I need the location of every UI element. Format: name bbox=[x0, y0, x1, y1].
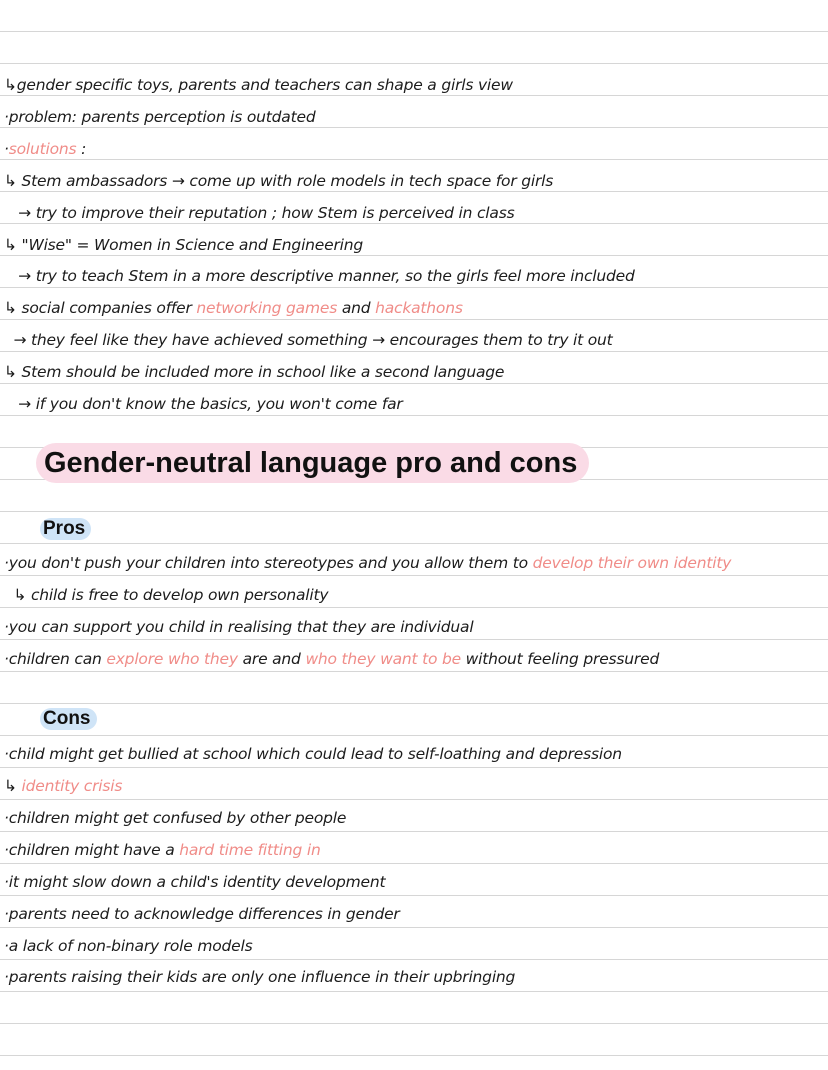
bullet-marker: · bbox=[4, 937, 9, 955]
note-text: and bbox=[337, 299, 376, 317]
note-text: problem: parents perception is outdated bbox=[8, 108, 316, 126]
note-line bbox=[4, 203, 514, 223]
note-line bbox=[4, 235, 363, 255]
cons-line bbox=[4, 936, 252, 956]
note-text: Stem ambassadors → come up with role models in tech space for girls bbox=[21, 172, 554, 190]
note-line bbox=[4, 107, 315, 127]
note-line bbox=[4, 362, 504, 382]
highlighted-text: solutions bbox=[8, 140, 77, 158]
note-text: "Wise" = Women in Science and Engineering bbox=[21, 236, 364, 254]
note-text: you can support you child in realising that they are individual bbox=[8, 618, 474, 636]
highlighted-text: hackathons bbox=[375, 299, 463, 317]
heading-highlight bbox=[36, 443, 589, 483]
bullet-marker: ↳ bbox=[4, 363, 22, 381]
note-text: a lack of non-binary role models bbox=[8, 937, 253, 955]
pros-highlight bbox=[40, 518, 91, 540]
note-text: try to teach Stem in a more descriptive manner, so the girls feel more included bbox=[35, 267, 635, 285]
note-text: they feel like they have achieved something → encourages them to try it out bbox=[30, 331, 613, 349]
bullet-marker: → bbox=[4, 204, 36, 222]
bullet-marker: · bbox=[4, 873, 9, 891]
pros-heading: Pros bbox=[43, 518, 86, 539]
note-text: without feeling pressured bbox=[460, 650, 660, 668]
bullet-marker: · bbox=[4, 618, 9, 636]
cons-line bbox=[4, 840, 321, 860]
note-text: it might slow down a child's identity development bbox=[8, 873, 386, 891]
highlighted-text: identity crisis bbox=[21, 777, 123, 795]
note-line bbox=[4, 266, 635, 286]
note-line bbox=[4, 330, 613, 350]
note-text: Stem should be included more in school like a second language bbox=[21, 363, 505, 381]
pros-line bbox=[4, 585, 328, 605]
note-line bbox=[4, 171, 553, 191]
bullet-marker: · bbox=[4, 108, 9, 126]
note-line bbox=[4, 394, 403, 414]
note-text: child is free to develop own personality bbox=[30, 586, 329, 604]
highlighted-text: who they want to be bbox=[305, 650, 461, 668]
note-text: children can bbox=[8, 650, 107, 668]
note-text: if you don't know the basics, you won't come far bbox=[35, 395, 403, 413]
bullet-marker: → bbox=[4, 267, 36, 285]
note-text: children might get confused by other people bbox=[8, 809, 347, 827]
note-text: parents need to acknowledge differences in gender bbox=[8, 905, 400, 923]
note-text: try to improve their reputation ; how Stem is perceived in class bbox=[35, 204, 515, 222]
note-text: social companies offer bbox=[21, 299, 197, 317]
cons-line bbox=[4, 967, 515, 987]
bullet-marker: ↳ bbox=[4, 299, 22, 317]
bullet-marker: ↳ bbox=[4, 236, 22, 254]
pros-line bbox=[4, 553, 731, 573]
note-text: are and bbox=[237, 650, 306, 668]
bullet-marker: ↳ bbox=[4, 586, 31, 604]
cons-line bbox=[4, 904, 400, 924]
highlighted-text: hard time fitting in bbox=[179, 841, 321, 859]
note-text: you don't push your children into stereotypes and you allow them to bbox=[8, 554, 533, 572]
bullet-marker: · bbox=[4, 745, 9, 763]
bullet-marker: · bbox=[4, 140, 9, 158]
note-text: children might have a bbox=[8, 841, 180, 859]
cons-heading: Cons bbox=[43, 708, 91, 729]
cons-highlight bbox=[40, 708, 97, 730]
bullet-marker: · bbox=[4, 809, 9, 827]
pros-line bbox=[4, 649, 659, 669]
bullet-marker: ↳ bbox=[4, 777, 22, 795]
cons-line bbox=[4, 776, 122, 796]
note-line bbox=[4, 75, 513, 95]
page-heading: Gender-neutral language pro and cons bbox=[44, 447, 578, 479]
highlighted-text: develop their own identity bbox=[532, 554, 732, 572]
bullet-marker: · bbox=[4, 554, 9, 572]
bullet-marker: → bbox=[4, 331, 31, 349]
note-line bbox=[4, 139, 86, 159]
highlighted-text: networking games bbox=[196, 299, 338, 317]
note-text: : bbox=[76, 140, 87, 158]
note-text: parents raising their kids are only one influence in their upbringing bbox=[8, 968, 516, 986]
highlighted-text: explore who they bbox=[106, 650, 238, 668]
cons-line bbox=[4, 872, 385, 892]
bullet-marker: · bbox=[4, 841, 9, 859]
bullet-marker: → bbox=[4, 395, 36, 413]
bullet-marker: ↳ bbox=[4, 172, 22, 190]
note-text: child might get bullied at school which could lead to self-loathing and depression bbox=[8, 745, 622, 763]
pros-line bbox=[4, 617, 473, 637]
note-line bbox=[4, 298, 463, 318]
bullet-marker: ↳ bbox=[4, 76, 17, 94]
cons-line bbox=[4, 744, 622, 764]
bullet-marker: · bbox=[4, 905, 9, 923]
bullet-marker: · bbox=[4, 650, 9, 668]
note-text: gender specific toys, parents and teachers can shape a girls view bbox=[16, 76, 513, 94]
bullet-marker: · bbox=[4, 968, 9, 986]
cons-line bbox=[4, 808, 346, 828]
